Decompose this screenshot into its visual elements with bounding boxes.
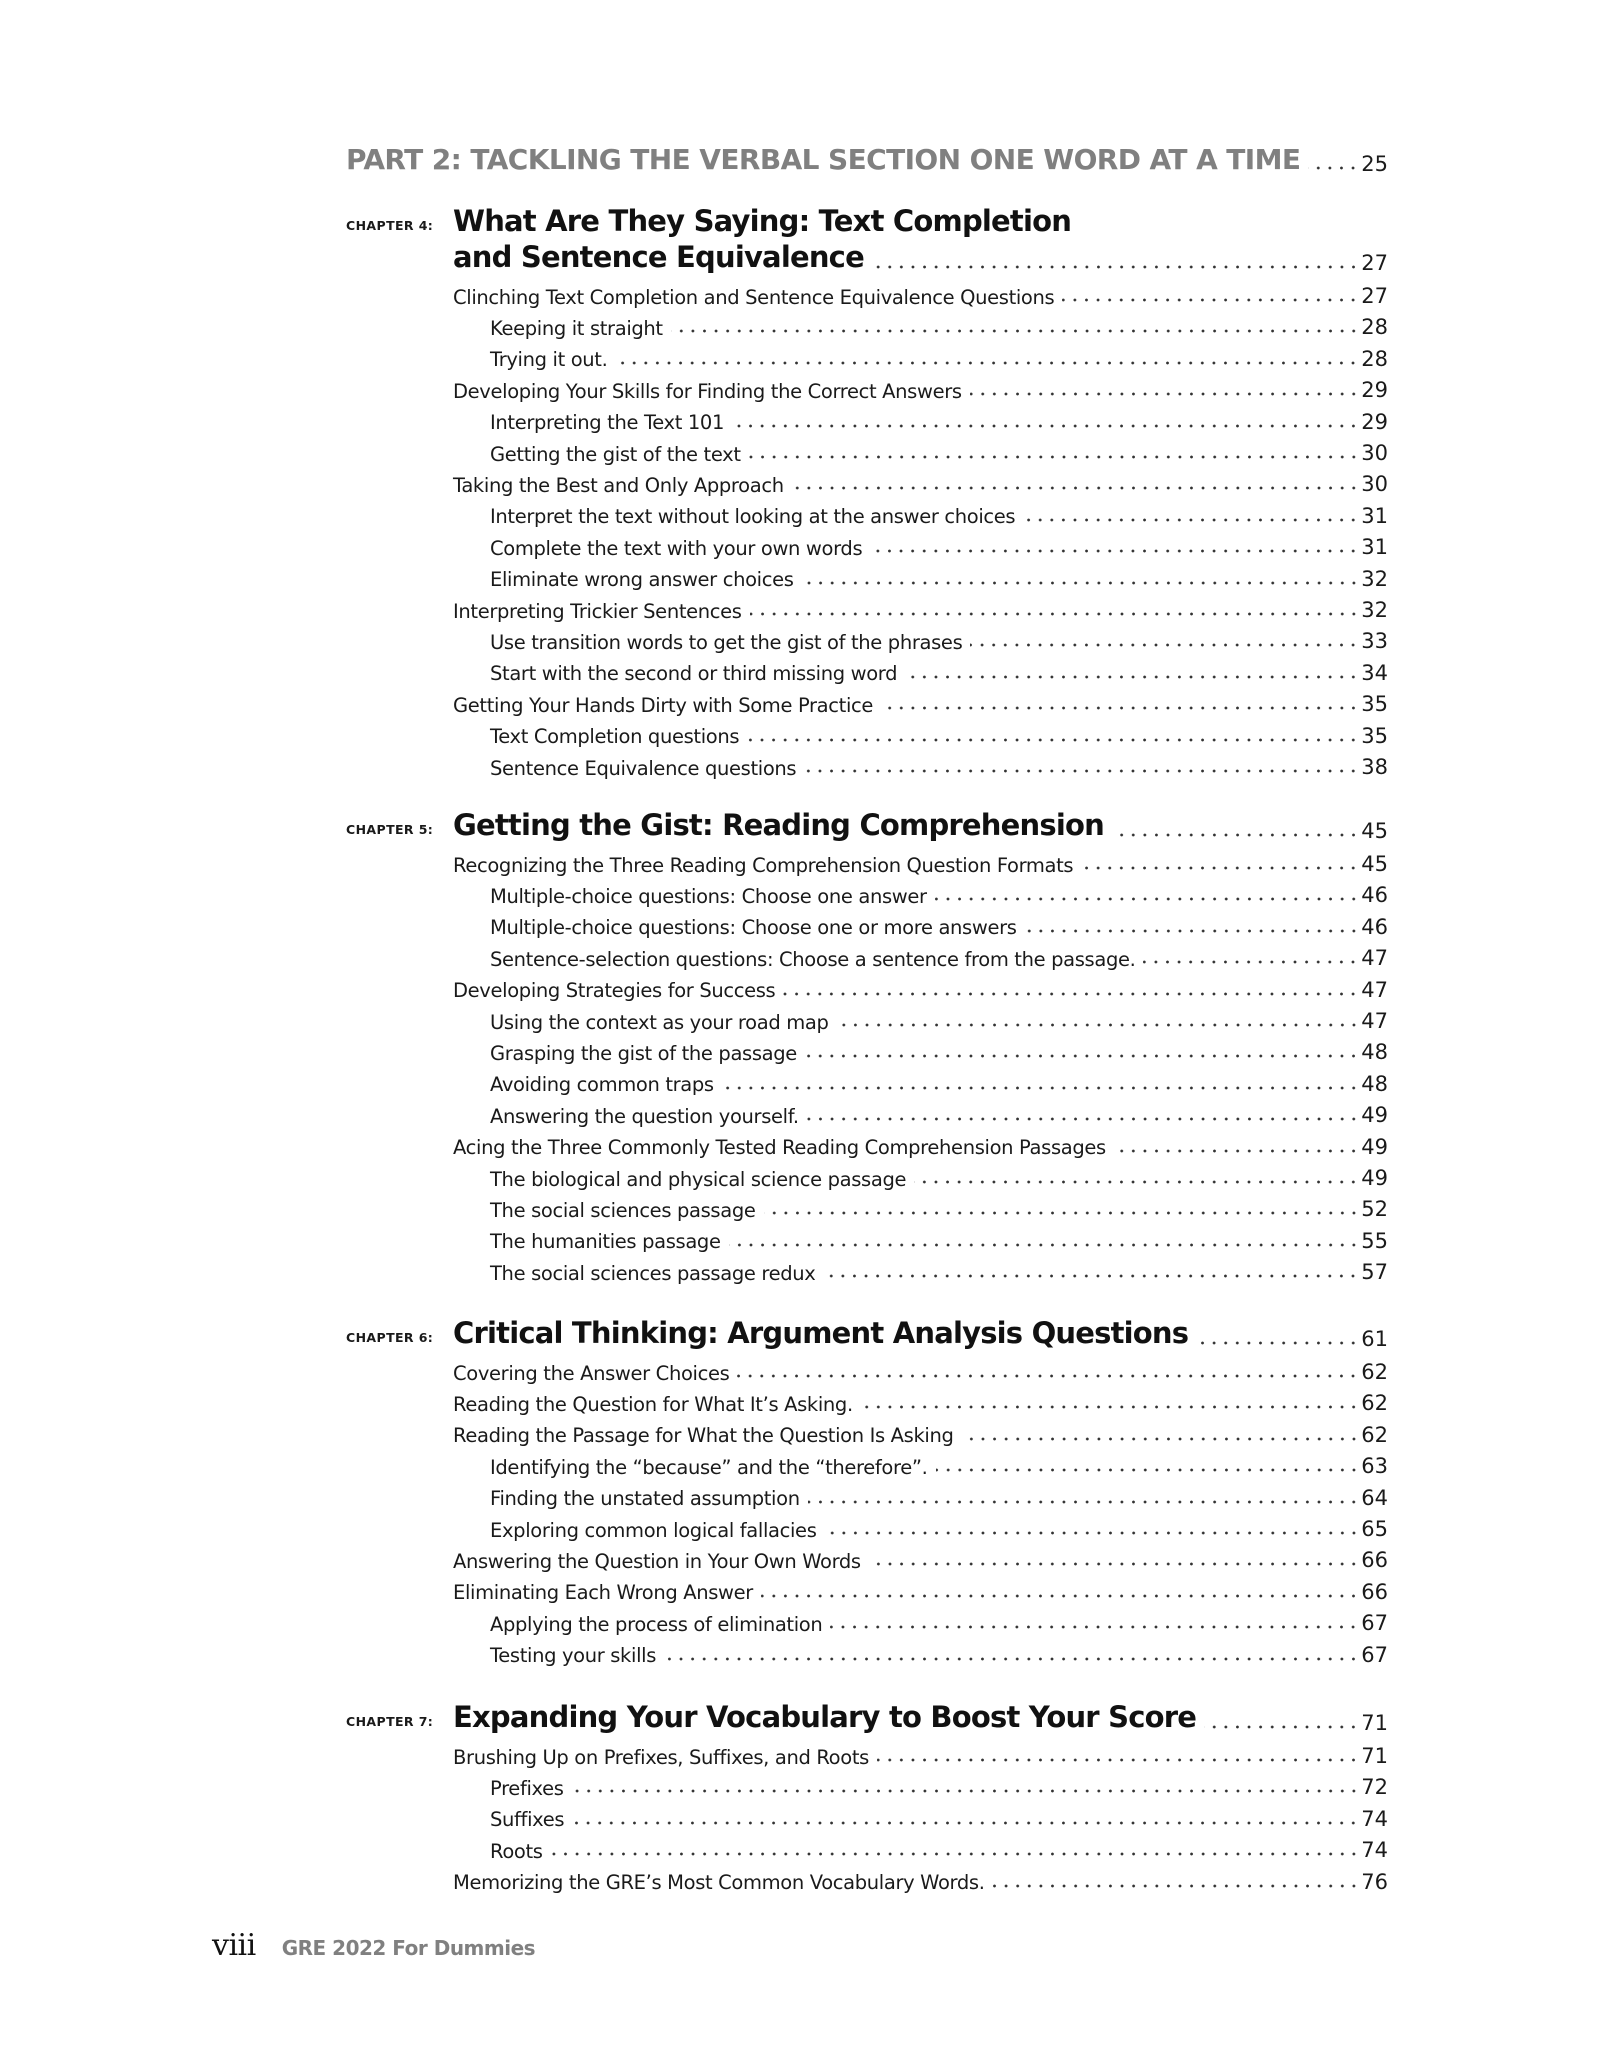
entry-page-number[interactable]: 74	[1361, 1838, 1388, 1863]
entry-page-number[interactable]: 72	[1361, 1775, 1388, 1800]
entry-page-number[interactable]: 47	[1361, 946, 1388, 971]
entry-page-number[interactable]: 32	[1361, 566, 1388, 591]
toc-section-entry[interactable]	[453, 1419, 1388, 1447]
toc-subsection-entry[interactable]	[490, 1036, 1388, 1064]
dot-leader	[761, 1593, 1359, 1599]
entry-page-number[interactable]: 55	[1361, 1228, 1388, 1253]
dot-leader	[872, 264, 1359, 270]
toc-subsection-entry[interactable]	[490, 311, 1388, 339]
entry-page-number[interactable]: 62	[1361, 1422, 1388, 1447]
toc-section-entry[interactable]	[453, 1356, 1388, 1384]
entry-page-number[interactable]: 38	[1361, 755, 1388, 779]
toc-subsection-entry[interactable]	[490, 1607, 1388, 1635]
dot-leader	[869, 1561, 1360, 1567]
entry-title[interactable]: The social sciences passage redux	[490, 1261, 816, 1285]
entry-title[interactable]: Finding the unstated assumption	[490, 1487, 800, 1511]
entry-title[interactable]: Sentence-selection questions: Choose a sentence from the passage.	[490, 947, 1136, 971]
toc-subsection-entry[interactable]	[490, 1639, 1388, 1667]
entry-title[interactable]: Sentence Equivalence questions	[490, 756, 797, 780]
toc-section-entry[interactable]	[453, 1131, 1388, 1159]
entry-title[interactable]: Taking the Best and Only Approach	[453, 473, 784, 497]
entry-title[interactable]: Answering the Question in Your Own Words	[453, 1549, 861, 1573]
entry-page-number[interactable]: 27	[1361, 284, 1388, 308]
dot-leader	[1204, 1724, 1359, 1730]
dot-leader	[1196, 1340, 1359, 1346]
entry-page-number[interactable]: 48	[1361, 1040, 1388, 1065]
entry-page-number[interactable]: 35	[1361, 723, 1388, 748]
dot-leader	[807, 1116, 1360, 1122]
toc-section-entry[interactable]	[453, 1387, 1388, 1415]
toc-section-entry[interactable]	[453, 688, 1388, 716]
chapter-title-row[interactable]	[453, 239, 1388, 275]
dot-leader	[732, 423, 1359, 429]
entry-title[interactable]: The humanities passage	[490, 1230, 721, 1254]
entry-title[interactable]: Roots	[490, 1839, 543, 1863]
toc-subsection-entry[interactable]	[490, 879, 1388, 907]
toc-subsection-entry[interactable]	[490, 1162, 1388, 1190]
dot-leader	[825, 1530, 1360, 1536]
entry-page-number[interactable]: 63	[1361, 1454, 1388, 1479]
dot-leader	[914, 1179, 1359, 1185]
chapter-title-line1[interactable]: What Are They Saying: Text Completion	[453, 204, 1072, 238]
toc-section-entry[interactable]	[453, 594, 1388, 622]
toc-subsection-entry[interactable]	[490, 1771, 1388, 1799]
toc-subsection-entry[interactable]	[490, 1834, 1388, 1862]
chapter-label: CHAPTER 5:	[346, 822, 434, 837]
part-title: PART 2: TACKLING THE VERBAL SECTION ONE WORD AT A TIME	[346, 143, 1301, 176]
entry-page-number[interactable]: 34	[1361, 660, 1388, 685]
dot-leader	[1062, 297, 1359, 303]
toc-subsection-entry[interactable]	[490, 942, 1388, 970]
dot-leader	[747, 737, 1359, 743]
part-page-number[interactable]: 25	[1361, 152, 1388, 176]
toc-section-entry[interactable]	[453, 848, 1388, 876]
entry-title[interactable]: Reading the Passage for What the Question Is Asking	[453, 1424, 954, 1448]
toc-section-entry[interactable]	[453, 974, 1388, 1002]
entry-title[interactable]: Testing your skills	[490, 1644, 657, 1668]
toc-subsection-entry[interactable]	[490, 531, 1388, 559]
toc-section-entry[interactable]	[453, 280, 1388, 308]
dot-leader	[792, 485, 1360, 491]
entry-page-number[interactable]: 67	[1361, 1611, 1388, 1636]
entry-title[interactable]: Prefixes	[490, 1776, 564, 1800]
dot-leader	[737, 1373, 1359, 1379]
entry-title[interactable]: Clinching Text Completion and Sentence Equivalence Questions	[453, 285, 1055, 309]
entry-title[interactable]: Brushing Up on Prefixes, Suffixes, and Roots	[453, 1745, 869, 1769]
chapter-page-number[interactable]: 71	[1361, 1711, 1388, 1735]
entry-page-number[interactable]: 29	[1361, 378, 1388, 403]
entry-page-number[interactable]: 47	[1361, 1009, 1388, 1033]
dot-leader	[881, 705, 1359, 711]
dot-leader	[664, 1656, 1359, 1662]
dot-leader	[1112, 832, 1359, 838]
toc-subsection-entry[interactable]	[490, 437, 1388, 465]
toc-subsection-entry[interactable]	[490, 1513, 1388, 1541]
entry-page-number[interactable]: 67	[1361, 1642, 1388, 1667]
entry-title[interactable]: Eliminate wrong answer choices	[490, 568, 794, 592]
chapter-page-number[interactable]: 45	[1361, 819, 1388, 843]
chapter-page-number[interactable]: 27	[1361, 251, 1388, 275]
entry-title[interactable]: Interpreting Trickier Sentences	[453, 599, 742, 623]
dot-leader	[551, 1851, 1360, 1857]
dot-leader	[1081, 865, 1359, 871]
entry-page-number[interactable]: 31	[1361, 535, 1388, 560]
dot-leader	[750, 611, 1360, 617]
entry-title[interactable]: Answering the question yourself.	[490, 1104, 799, 1128]
folio-page-number: viii	[212, 1928, 256, 1963]
toc-subsection-entry[interactable]	[490, 1803, 1388, 1831]
entry-page-number[interactable]: 48	[1361, 1071, 1388, 1096]
toc-subsection-entry[interactable]	[490, 1099, 1388, 1127]
entry-title[interactable]: Complete the text with your own words	[490, 536, 863, 560]
chapter-title-row[interactable]	[453, 1315, 1388, 1351]
entry-page-number[interactable]: 45	[1361, 852, 1388, 876]
dot-leader	[970, 642, 1359, 648]
entry-title[interactable]: Recognizing the Three Reading Comprehension Question Formats	[453, 853, 1074, 877]
entry-page-number[interactable]: 46	[1361, 883, 1388, 908]
dot-leader	[905, 674, 1359, 680]
entry-title[interactable]: Developing Your Skills for Finding the Correct Answers	[453, 379, 962, 403]
entry-page-number[interactable]: 71	[1361, 1744, 1388, 1768]
toc-subsection-entry[interactable]	[490, 1482, 1388, 1510]
entry-title[interactable]: Grasping the gist of the passage	[490, 1041, 797, 1065]
toc-subsection-entry[interactable]	[490, 1005, 1388, 1033]
entry-page-number[interactable]: 47	[1361, 977, 1388, 1002]
toc-subsection-entry[interactable]	[490, 1450, 1388, 1478]
part-heading	[346, 143, 1388, 176]
entry-page-number[interactable]: 66	[1361, 1548, 1388, 1573]
chapter-label: CHAPTER 7:	[346, 1714, 434, 1729]
entry-title[interactable]: Eliminating Each Wrong Answer	[453, 1581, 753, 1605]
entry-title[interactable]: Suffixes	[490, 1808, 565, 1832]
entry-title[interactable]: Avoiding common traps	[490, 1073, 714, 1097]
toc-section-entry[interactable]	[453, 1866, 1388, 1894]
dot-leader	[671, 328, 1360, 334]
dot-leader	[1023, 517, 1359, 523]
dot-leader	[1114, 1148, 1359, 1154]
entry-title[interactable]: Text Completion questions	[490, 725, 740, 749]
chapter-title[interactable]: Critical Thinking: Argument Analysis Questions	[453, 1316, 1189, 1350]
toc-subsection-entry[interactable]	[490, 751, 1388, 779]
entry-title[interactable]: Keeping it straight	[490, 316, 663, 340]
toc-section-entry[interactable]	[453, 1740, 1388, 1768]
entry-page-number[interactable]: 52	[1361, 1197, 1388, 1222]
dot-leader	[572, 1788, 1360, 1794]
toc-subsection-entry[interactable]	[490, 343, 1388, 371]
entry-page-number[interactable]: 65	[1361, 1517, 1388, 1541]
entry-page-number[interactable]: 62	[1361, 1391, 1388, 1416]
entry-title[interactable]: Start with the second or third missing word	[490, 662, 898, 686]
chapter-page-number[interactable]: 61	[1361, 1327, 1388, 1351]
entry-page-number[interactable]: 32	[1361, 598, 1388, 622]
entry-title[interactable]: Developing Strategies for Success	[453, 979, 776, 1003]
entry-title[interactable]: Getting the gist of the text	[490, 442, 741, 466]
dot-leader	[749, 454, 1360, 460]
chapter-title[interactable]: Getting the Gist: Reading Comprehension	[453, 808, 1104, 842]
toc-subsection-entry[interactable]	[490, 500, 1388, 528]
entry-page-number[interactable]: 64	[1361, 1485, 1388, 1510]
entry-page-number[interactable]: 62	[1361, 1360, 1388, 1384]
dot-leader	[837, 1022, 1360, 1028]
dot-leader	[783, 991, 1359, 997]
dot-leader	[870, 548, 1359, 554]
toc-section-entry[interactable]	[453, 468, 1388, 496]
toc-section-entry[interactable]	[453, 1544, 1388, 1572]
entry-title[interactable]: Getting Your Hands Dirty with Some Practice	[453, 693, 874, 717]
dot-leader	[936, 1467, 1360, 1473]
entry-page-number[interactable]: 28	[1361, 346, 1388, 371]
chapter-title[interactable]: Expanding Your Vocabulary to Boost Your Score	[453, 1700, 1197, 1734]
entry-title[interactable]: Using the context as your road map	[490, 1010, 829, 1034]
toc-subsection-entry[interactable]	[490, 720, 1388, 748]
entry-page-number[interactable]: 66	[1361, 1579, 1388, 1604]
dot-leader	[808, 1499, 1360, 1505]
dot-leader	[1143, 959, 1359, 965]
entry-title[interactable]: Applying the process of elimination	[490, 1612, 823, 1636]
toc-section-entry[interactable]	[453, 374, 1388, 402]
dot-leader	[962, 1436, 1360, 1442]
entry-title[interactable]: Trying it out.	[490, 348, 608, 372]
dot-leader	[802, 580, 1360, 586]
entry-title[interactable]: Use transition words to get the gist of the phrases	[490, 630, 963, 654]
entry-page-number[interactable]: 74	[1361, 1806, 1388, 1831]
toc-subsection-entry[interactable]	[490, 406, 1388, 434]
toc-subsection-entry[interactable]	[490, 1225, 1388, 1253]
entry-title[interactable]: Interpreting the Text 101	[490, 411, 725, 435]
toc-subsection-entry[interactable]	[490, 1068, 1388, 1096]
toc-section-entry[interactable]	[453, 1576, 1388, 1604]
chapter-label: CHAPTER 4:	[346, 218, 434, 233]
entry-title[interactable]: Memorizing the GRE’s Most Common Vocabulary Words.	[453, 1871, 985, 1895]
dot-leader	[764, 1210, 1360, 1216]
running-book-title: GRE 2022 For Dummies	[281, 1936, 536, 1960]
dot-leader	[804, 768, 1359, 774]
entry-page-number[interactable]: 76	[1361, 1869, 1388, 1894]
dot-leader	[877, 1757, 1359, 1763]
dot-leader	[1025, 928, 1360, 934]
dot-leader	[729, 1242, 1360, 1248]
entry-page-number[interactable]: 30	[1361, 472, 1388, 497]
entry-page-number[interactable]: 31	[1361, 503, 1388, 528]
chapter-title[interactable]: and Sentence Equivalence	[453, 240, 864, 274]
toc-subsection-entry[interactable]	[490, 911, 1388, 939]
dot-leader	[861, 1404, 1359, 1410]
dot-leader	[572, 1820, 1359, 1826]
entry-title[interactable]: Covering the Answer Choices	[453, 1361, 730, 1385]
entry-page-number[interactable]: 28	[1361, 315, 1388, 340]
dot-leader	[722, 1085, 1360, 1091]
toc-subsection-entry[interactable]	[490, 563, 1388, 591]
entry-page-number[interactable]: 35	[1361, 692, 1388, 717]
toc-subsection-entry[interactable]	[490, 625, 1388, 653]
entry-page-number[interactable]: 46	[1361, 914, 1388, 939]
dot-leader	[805, 1053, 1359, 1059]
dot-leader	[935, 896, 1360, 902]
entry-title[interactable]: Multiple-choice questions: Choose one answer	[490, 884, 927, 908]
entry-page-number[interactable]: 33	[1361, 629, 1388, 654]
entry-page-number[interactable]: 49	[1361, 1103, 1388, 1128]
dot-leader	[970, 391, 1360, 397]
toc-subsection-entry[interactable]	[490, 1193, 1388, 1221]
dot-leader	[615, 360, 1359, 366]
entry-page-number[interactable]: 29	[1361, 409, 1388, 434]
entry-title[interactable]: The biological and physical science passage	[490, 1167, 907, 1191]
entry-page-number[interactable]: 57	[1361, 1260, 1388, 1285]
entry-page-number[interactable]: 49	[1361, 1134, 1388, 1159]
dot-leader	[823, 1273, 1359, 1279]
dot-leader	[830, 1624, 1359, 1630]
entry-title[interactable]: Reading the Question for What It’s Asking.	[453, 1392, 853, 1416]
toc-subsection-entry[interactable]	[490, 657, 1388, 685]
entry-title[interactable]: Multiple-choice questions: Choose one or more answers	[490, 916, 1017, 940]
chapter-title-row[interactable]	[453, 807, 1388, 843]
entry-title[interactable]: Exploring common logical fallacies	[490, 1518, 817, 1542]
chapter-label: CHAPTER 6:	[346, 1330, 434, 1345]
entry-page-number[interactable]: 49	[1361, 1166, 1388, 1190]
entry-page-number[interactable]: 30	[1361, 441, 1388, 465]
dot-leader	[1308, 165, 1359, 171]
dot-leader	[993, 1883, 1360, 1889]
entry-title[interactable]: Acing the Three Commonly Tested Reading Comprehension Passages	[453, 1136, 1106, 1160]
chapter-title-row[interactable]	[453, 1699, 1388, 1735]
toc-subsection-entry[interactable]	[490, 1256, 1388, 1284]
entry-title[interactable]: Interpret the text without looking at the answer choices	[490, 505, 1016, 529]
entry-title[interactable]: The social sciences passage	[490, 1198, 756, 1222]
entry-title[interactable]: Identifying the “because” and the “therefore”.	[490, 1455, 928, 1479]
page-footer	[212, 1928, 535, 1963]
